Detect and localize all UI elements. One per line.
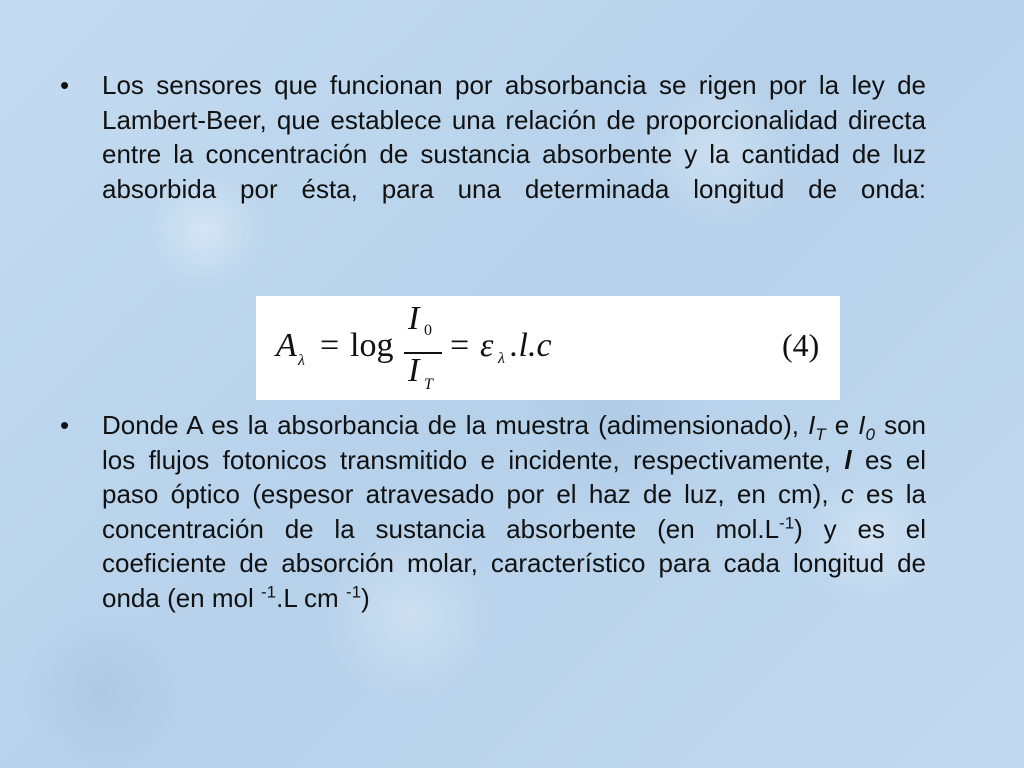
eq-epsilon-subscript: λ [498, 350, 505, 367]
text-segment: Donde A es la absorbancia de la muestra (adimensionado), [102, 410, 809, 440]
var-i0-subscript: 0 [865, 425, 875, 445]
eq-denominator: I [408, 352, 420, 389]
var-i0: I [858, 410, 866, 440]
text-segment: ) y es el coeficiente de absorción molar, característico para cada longitud de onda (en mol [102, 513, 926, 613]
var-it: I [808, 410, 816, 440]
text-segment: son los flujos fotonicos transmitido e incidente, respectivamente, [102, 410, 926, 475]
superscript: -1 [779, 512, 795, 532]
eq-equals-sign-2: = [450, 327, 470, 364]
eq-number-label: (4) [782, 327, 820, 363]
superscript: -1 [345, 581, 362, 601]
eq-equals-sign: = [320, 327, 340, 364]
eq-denominator-subscript: T [424, 376, 433, 393]
bullet-icon: • [60, 70, 70, 100]
bullet-text-2 [102, 408, 926, 615]
var-l: l [844, 444, 852, 475]
text-segment: ) [361, 582, 370, 613]
bullet-item-1 [60, 68, 926, 206]
superscript: -1 [260, 581, 277, 601]
eq-epsilon: ε [480, 327, 494, 364]
eq-path-concentration: .l.c [510, 327, 552, 364]
eq-lambda-subscript: λ [298, 352, 305, 369]
eq-absorbance-symbol: A [276, 327, 297, 364]
text-segment: es la concentración de la sustancia absorbente (en mol.L [102, 479, 926, 544]
eq-log: log [350, 327, 394, 364]
var-it-subscript: T [815, 425, 826, 445]
eq-numerator-subscript: 0 [424, 322, 432, 339]
bullet-text-1: Los sensores que funcionan por absorbancia se rigen por la ley de Lambert-Beer, que establece una relación de proporcionalidad directa entre la concentración de sustancia absorbente y la cantidad de luz absorbida por ésta, para una determinada longitud de onda: [102, 70, 926, 204]
text-segment: .L cm [276, 582, 346, 613]
bullet-icon: • [60, 410, 70, 440]
eq-numerator: I [408, 300, 420, 337]
bullet-item-2 [60, 408, 926, 615]
var-c: c [840, 479, 854, 509]
equation-image [256, 296, 840, 400]
text-segment: es el paso óptico (espesor atravesado por el haz de luz, en cm), [102, 444, 926, 509]
text-segment: e [825, 410, 859, 440]
